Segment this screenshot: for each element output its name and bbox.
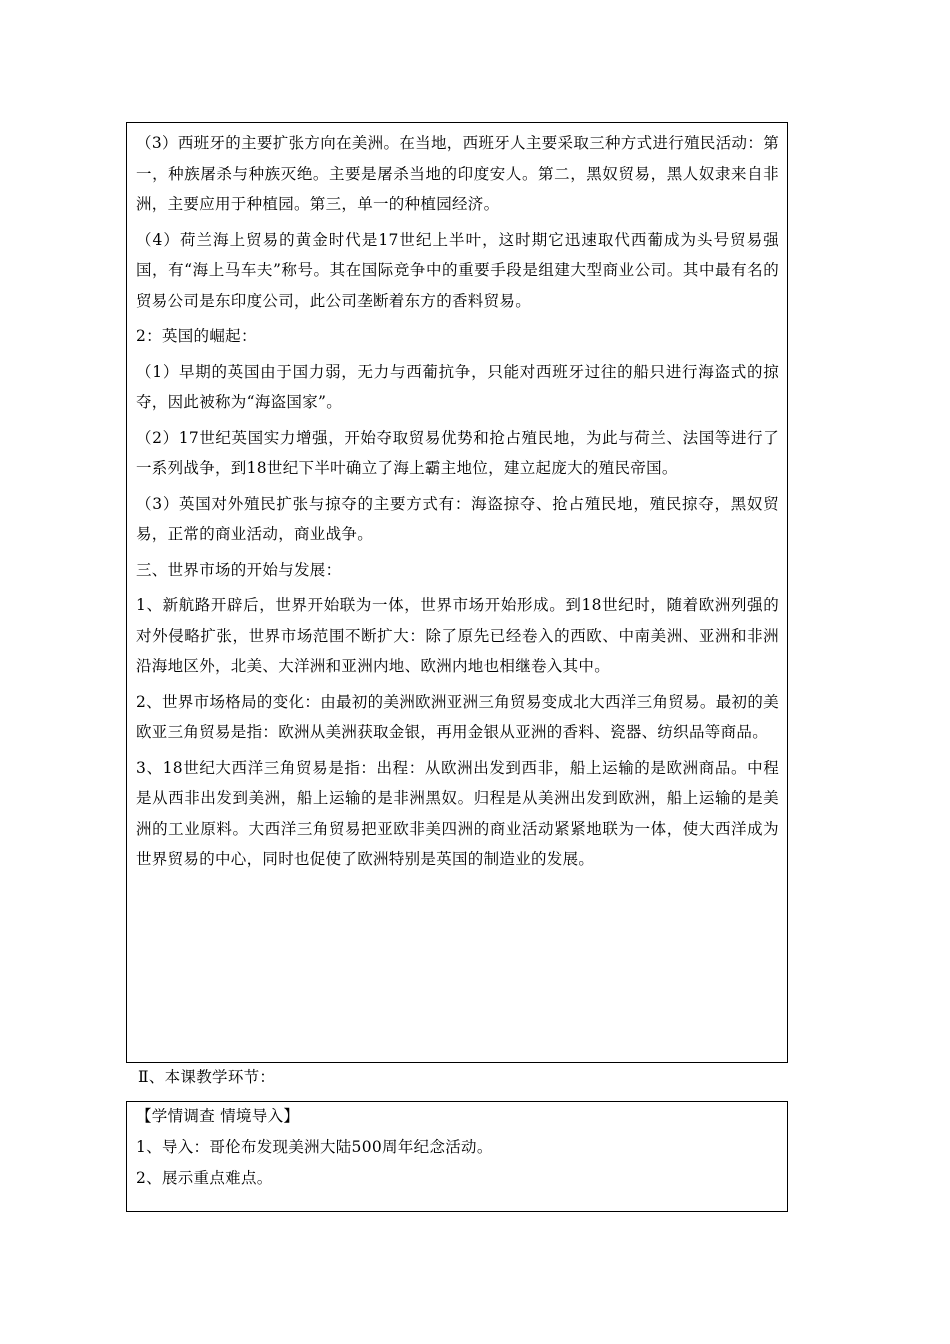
paragraph-key-points: 2、展示重点难点。: [136, 1169, 273, 1187]
heading-britain-rise: 2：英国的崛起：: [136, 327, 257, 345]
section-label-teaching-steps: Ⅱ、本课教学环节：: [138, 1068, 276, 1086]
teaching-steps-table-cell: [126, 1101, 788, 1212]
paragraph-britain-17th-century: （2）17世纪英国实力增强，开始夺取贸易优势和抢占殖民地，为此与荷兰、法国等进行了一系列战争，到18世纪下半叶确立了海上霸主地位，建立起庞大的殖民帝国。: [136, 428, 779, 477]
heading-world-market: 三、世界市场的开始与发展：: [136, 560, 342, 579]
paragraph-spain-expansion: （3）西班牙的主要扩张方向在美洲。在当地，西班牙人主要采取三种方式进行殖民活动：第一，种族屠杀与种族灭绝。主要是屠杀当地的印度安人。第二，黑奴贸易，黑人奴隶来自非洲，主要应用于种植园。第三，单一的种植园经济。: [136, 134, 779, 213]
paragraph-dutch-trade: （4）荷兰海上贸易的黄金时代是17世纪上半叶，这时期它迅速取代西葡成为头号贸易强国，有“海上马车夫”称号。其在国际竞争中的重要手段是组建大型商业公司。其中最有名的贸易公司是东印度公司，此公司垄断着东方的香料贸易。: [136, 230, 779, 310]
paragraph-world-market-change: 2、世界市场格局的变化：由最初的美洲欧洲亚洲三角贸易变成北大西洋三角贸易。最初的美欧亚三角贸易是指：欧洲从美洲获取金银，再用金银从亚洲的香料、瓷器、纺织品等商品。: [136, 692, 779, 741]
paragraph-britain-early: （1）早期的英国由于国力弱，无力与西葡抗争，只能对西班牙过往的船只进行海盗式的掠夺，因此被称为“海盗国家”。: [136, 362, 779, 411]
paragraph-world-market-formation: 1、新航路开辟后，世界开始联为一体，世界市场开始形成。到18世纪时，随着欧洲列强的对外侵略扩张，世界市场范围不断扩大：除了原先已经卷入的西欧、中南美洲、亚洲和非洲沿海地区外，北美、大洋洲和亚洲内地、欧洲内地也相继卷入其中。: [136, 596, 779, 675]
content-table-cell: [126, 122, 788, 1063]
heading-situation-intro: 【学情调查 情境导入】: [136, 1107, 300, 1125]
paragraph-atlantic-triangle-trade: 3、18世纪大西洋三角贸易是指：出程：从欧洲出发到西非，船上运输的是欧洲商品。中程是从西非出发到美洲，船上运输的是非洲黑奴。归程是从美洲出发到欧洲，船上运输的是美洲的工业原料。大西洋三角贸易把亚欧非美四洲的商业活动紧紧地联为一体，使大西洋成为世界贸易的中心，同时也促使了欧洲特别是英国的制造业的发展。: [136, 758, 779, 868]
paragraph-britain-methods: （3）英国对外殖民扩张与掠夺的主要方式有：海盗掠夺、抢占殖民地，殖民掠夺，黑奴贸易，正常的商业活动，商业战争。: [136, 494, 779, 543]
paragraph-intro: 1、导入：哥伦布发现美洲大陆500周年纪念活动。: [136, 1138, 493, 1156]
